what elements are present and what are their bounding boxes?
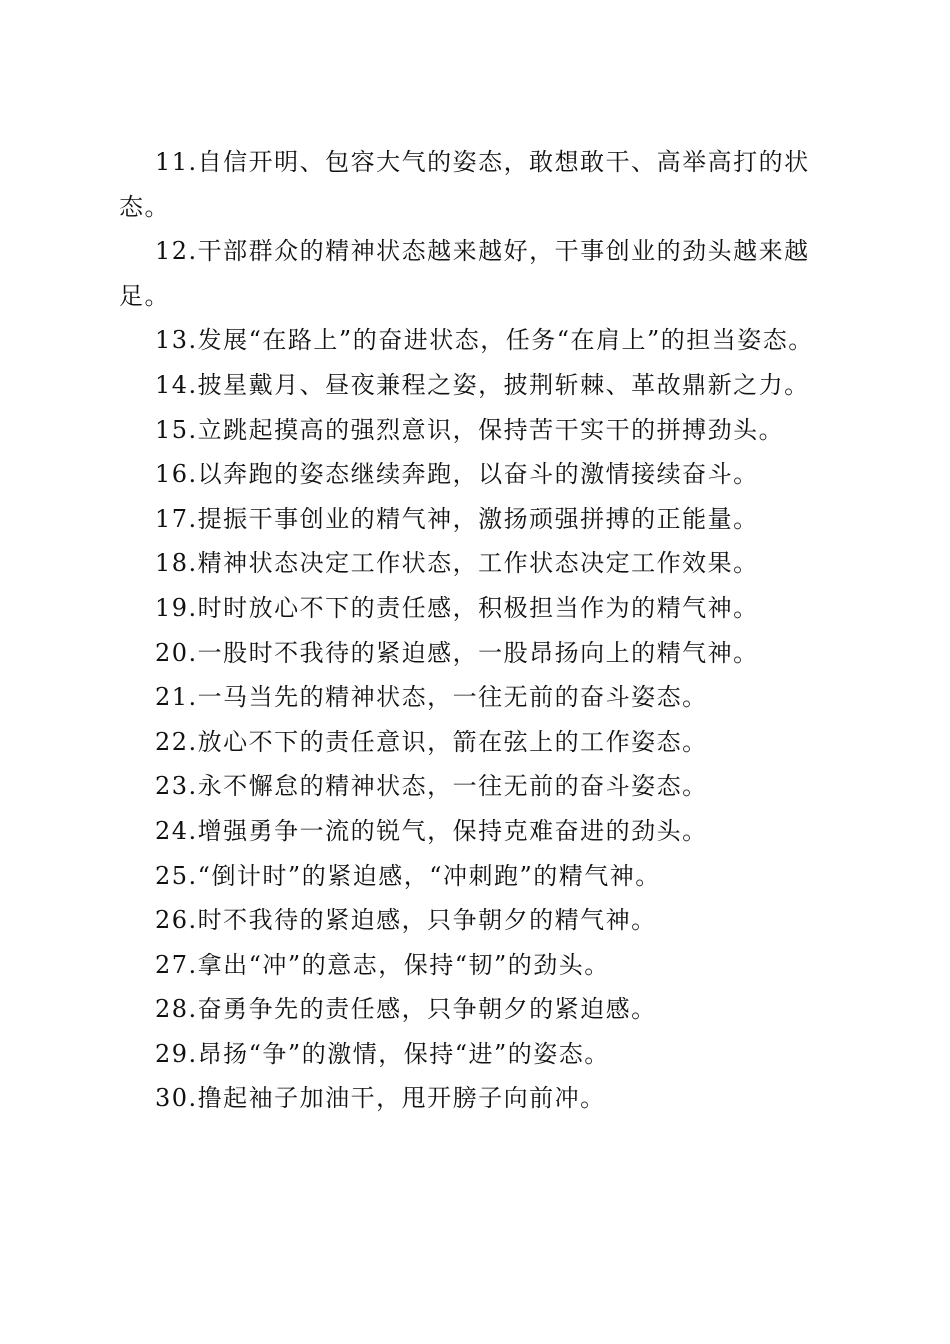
list-item: 13.发展“在路上”的奋进状态，任务“在肩上”的担当姿态。: [155, 326, 814, 355]
list-item: 25.“倒计时”的紧迫感，“冲刺跑”的精气神。: [155, 861, 661, 890]
list-item: 29.昂扬“争”的激情，保持“进”的姿态。: [155, 1039, 610, 1068]
list-item: 21.一马当先的精神状态，一往无前的奋斗姿态。: [155, 683, 708, 712]
list-item: 16.以奔跑的姿态继续奔跑，以奋斗的激情接续奋斗。: [155, 460, 759, 489]
list-item: 28.奋勇争先的责任感，只争朝夕的紧迫感。: [155, 995, 657, 1024]
list-item: 18.精神状态决定工作状态，工作状态决定工作效果。: [155, 549, 759, 578]
list-item: 19.时时放心不下的责任感，积极担当作为的精气神。: [155, 593, 759, 622]
list-item: 20.一股时不我待的紧迫感，一股昂扬向上的精气神。: [155, 638, 759, 667]
list-item: 14.披星戴月、昼夜兼程之姿，披荆斩棘、革故鼎新之力。: [155, 370, 810, 399]
list-item: 22.放心不下的责任意识，箭在弦上的工作姿态。: [155, 727, 708, 756]
list-item: 30.撸起袖子加油干，甩开膀子向前冲。: [155, 1084, 606, 1113]
list-item: 26.时不我待的紧迫感，只争朝夕的精气神。: [155, 906, 657, 935]
list-item: 12.干部群众的精神状态越来越好，干事创业的劲头越来越足。: [119, 237, 810, 310]
list-item: 11.自信开明、包容大气的姿态，敢想敢干、高举高打的状态。: [119, 148, 810, 221]
list-item: 15.立跳起摸高的强烈意识，保持苦干实干的拼搏劲头。: [155, 415, 785, 444]
list-item: 24.增强勇争一流的锐气，保持克难奋进的劲头。: [155, 816, 708, 845]
list-item: 23.永不懈怠的精神状态，一往无前的奋斗姿态。: [155, 772, 708, 801]
list-item: 17.提振干事创业的精气神，激扬顽强拼搏的正能量。: [155, 504, 759, 533]
document-body: [119, 140, 829, 1121]
list-item: 27.拿出“冲”的意志，保持“韧”的劲头。: [155, 950, 610, 979]
